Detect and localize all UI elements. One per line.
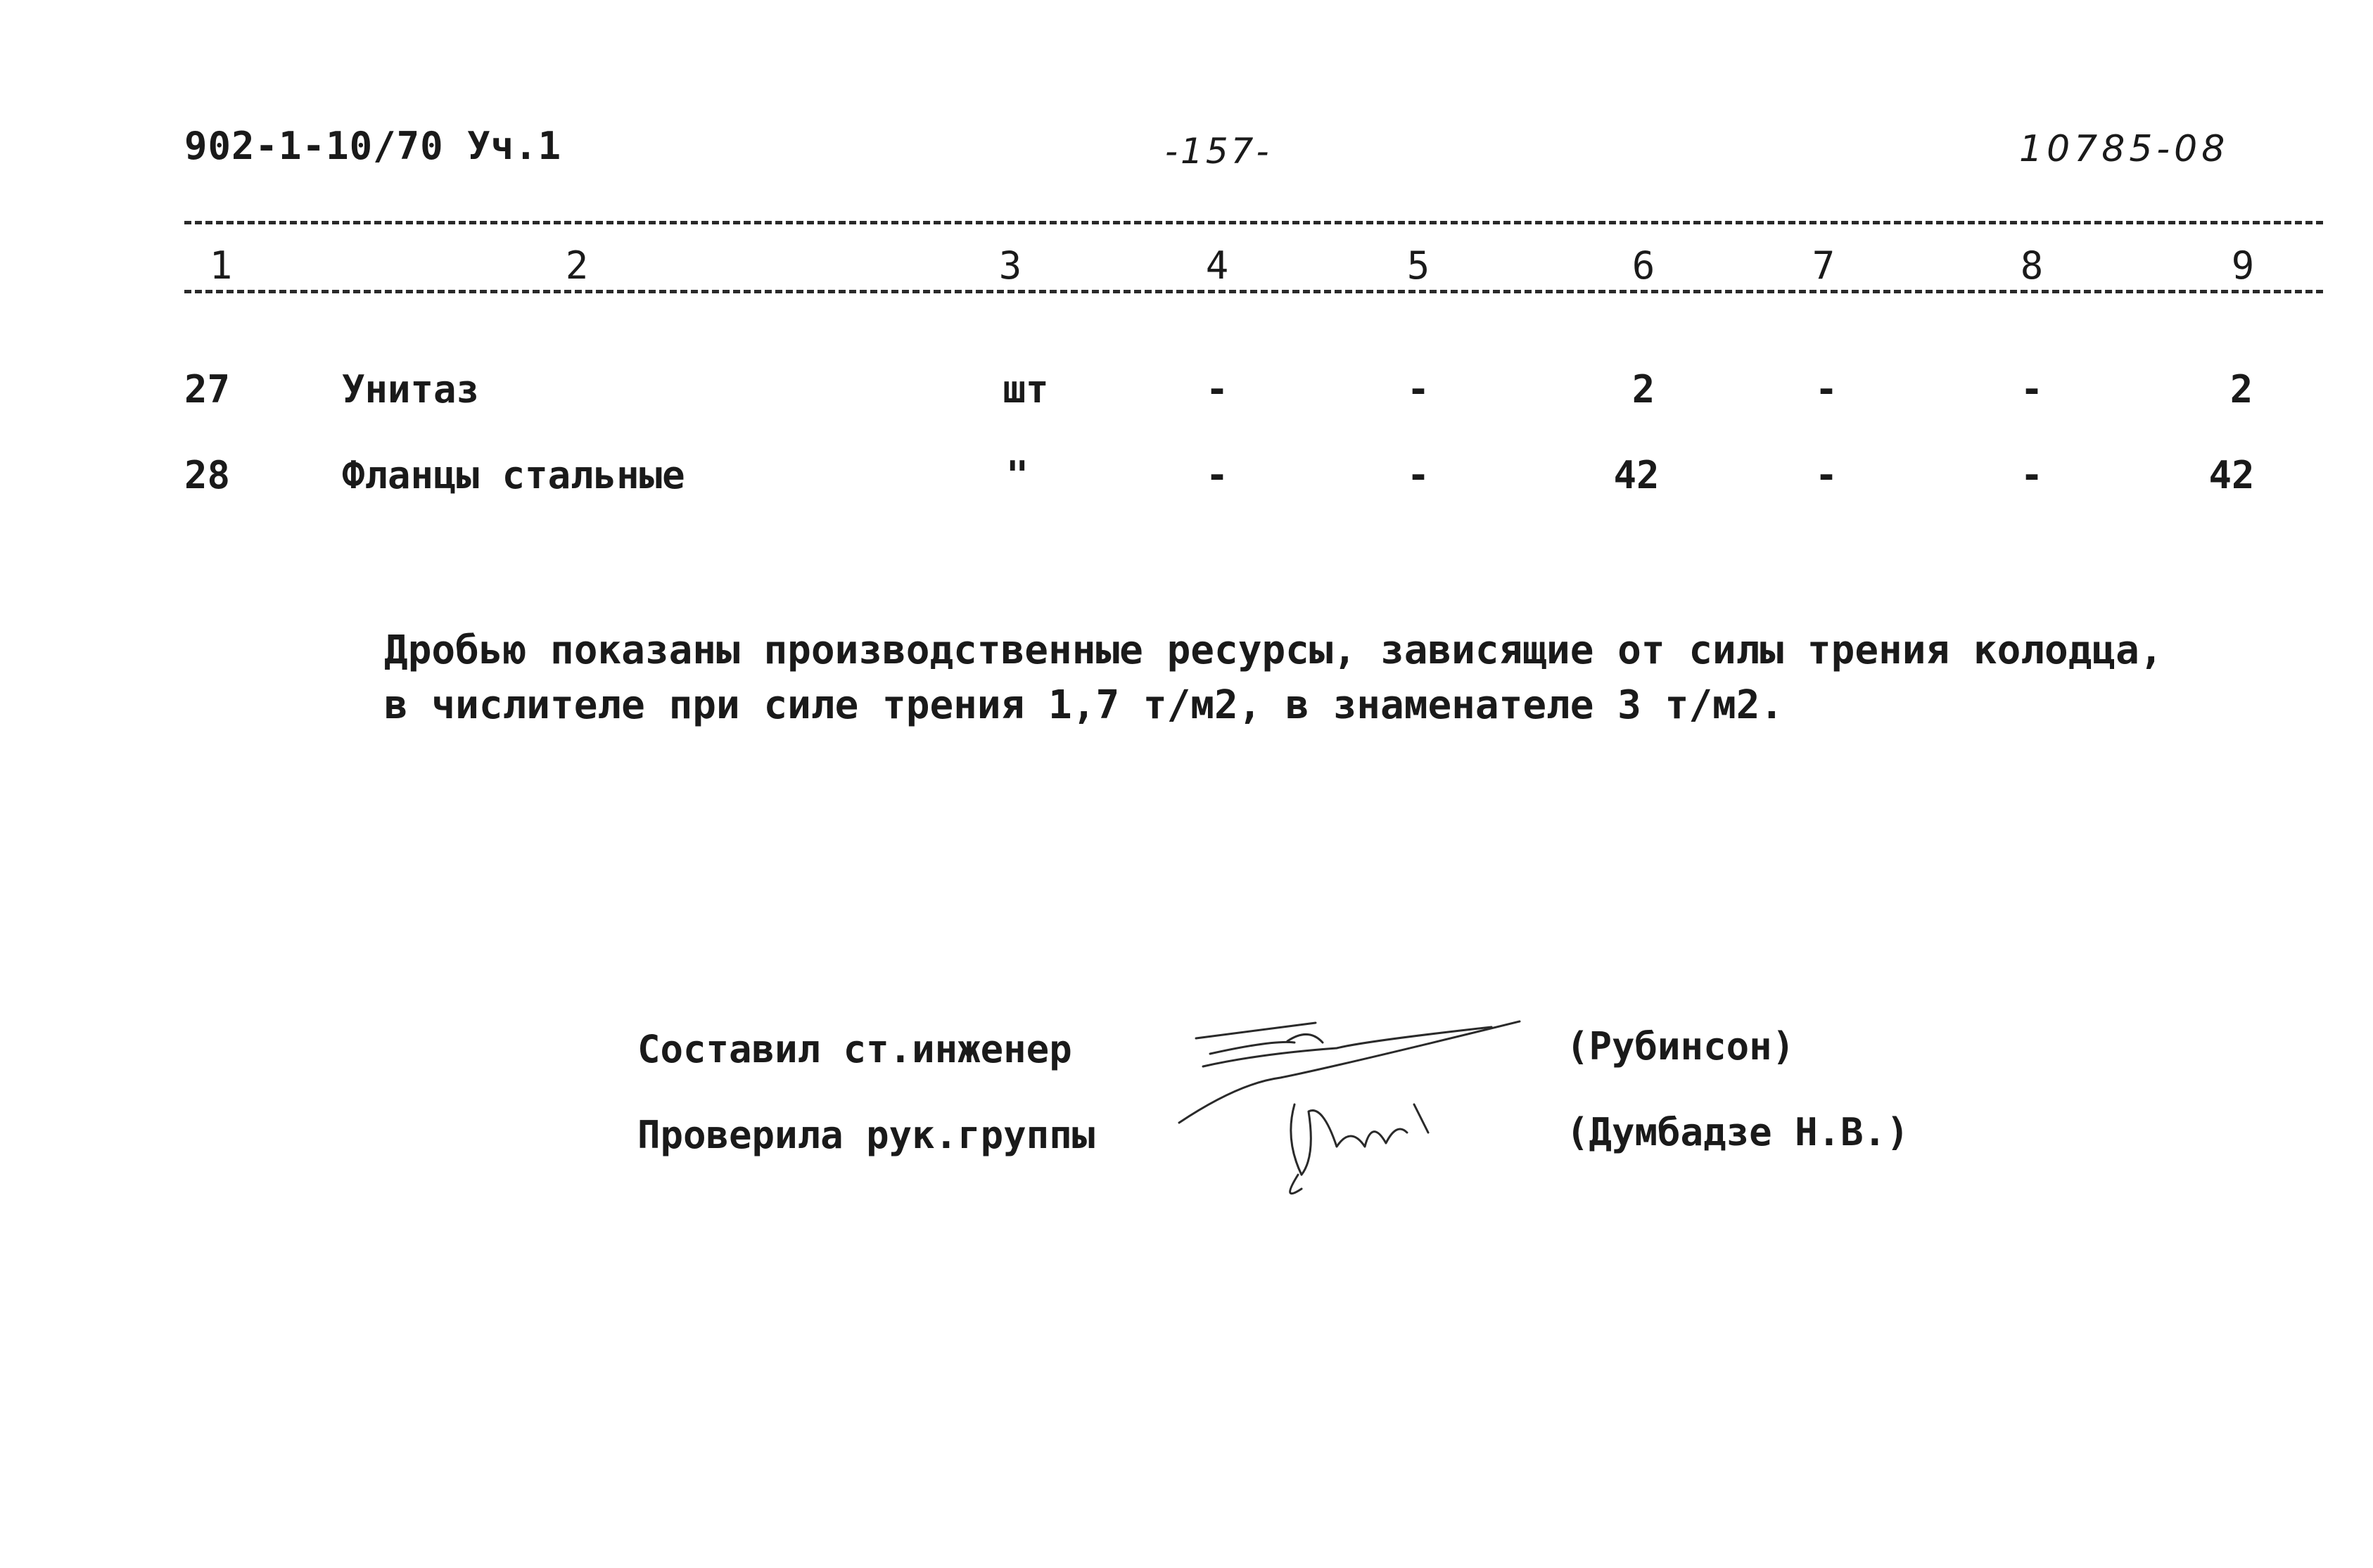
- table-header-rule: [184, 290, 2323, 293]
- compiled-by-role: Составил ст.инженер: [637, 1027, 1072, 1071]
- row-27-col5: -: [1406, 367, 1430, 412]
- row-28-col9: 42: [2208, 453, 2255, 497]
- row-28-col8: -: [2020, 453, 2044, 497]
- row-27-col7: -: [1814, 367, 1838, 412]
- checked-by-role: Проверила рук.группы: [637, 1113, 1095, 1157]
- column-number-6: 6: [1631, 243, 1655, 288]
- row-28-number: 28: [184, 453, 231, 497]
- archive-number: 10785-08: [2019, 128, 2229, 170]
- row-27-col6: 2: [1631, 367, 1655, 412]
- row-28-col5: -: [1406, 453, 1430, 497]
- column-number-9: 9: [2231, 243, 2255, 288]
- row-28-unit: ": [1005, 453, 1029, 497]
- page-number: -157-: [1165, 131, 1272, 172]
- row-27-col8: -: [2020, 367, 2044, 412]
- row-28-col6: 42: [1613, 453, 1660, 497]
- row-27-name: Унитаз: [342, 367, 480, 412]
- compiled-by-name: (Рубинсон): [1566, 1024, 1795, 1069]
- column-number-4: 4: [1205, 243, 1229, 288]
- column-number-7: 7: [1812, 243, 1836, 288]
- document-code: 902-1-10/70 Уч.1: [184, 124, 562, 168]
- note-line-2: в числителе при силе трения 1,7 т/м2, в знаменателе 3 т/м2.: [384, 682, 1784, 728]
- table-top-rule: [184, 221, 2323, 224]
- row-27-number: 27: [184, 367, 231, 412]
- row-27-col9: 2: [2229, 367, 2253, 412]
- handwritten-signatures: [1154, 999, 1534, 1210]
- note-line-1: Дробью показаны производственные ресурсы, зависящие от силы трения колодца,: [384, 627, 2163, 673]
- row-28-col4: -: [1205, 453, 1229, 497]
- row-27-col4: -: [1205, 367, 1229, 412]
- column-number-3: 3: [998, 243, 1022, 288]
- column-number-2: 2: [565, 243, 589, 288]
- column-number-1: 1: [209, 243, 233, 288]
- column-number-8: 8: [2020, 243, 2044, 288]
- column-number-5: 5: [1406, 243, 1430, 288]
- checked-by-name: (Думбадзе Н.В.): [1566, 1110, 1909, 1154]
- row-28-name: Фланцы стальные: [342, 453, 685, 497]
- row-27-unit: шт: [1003, 367, 1049, 412]
- row-28-col7: -: [1814, 453, 1838, 497]
